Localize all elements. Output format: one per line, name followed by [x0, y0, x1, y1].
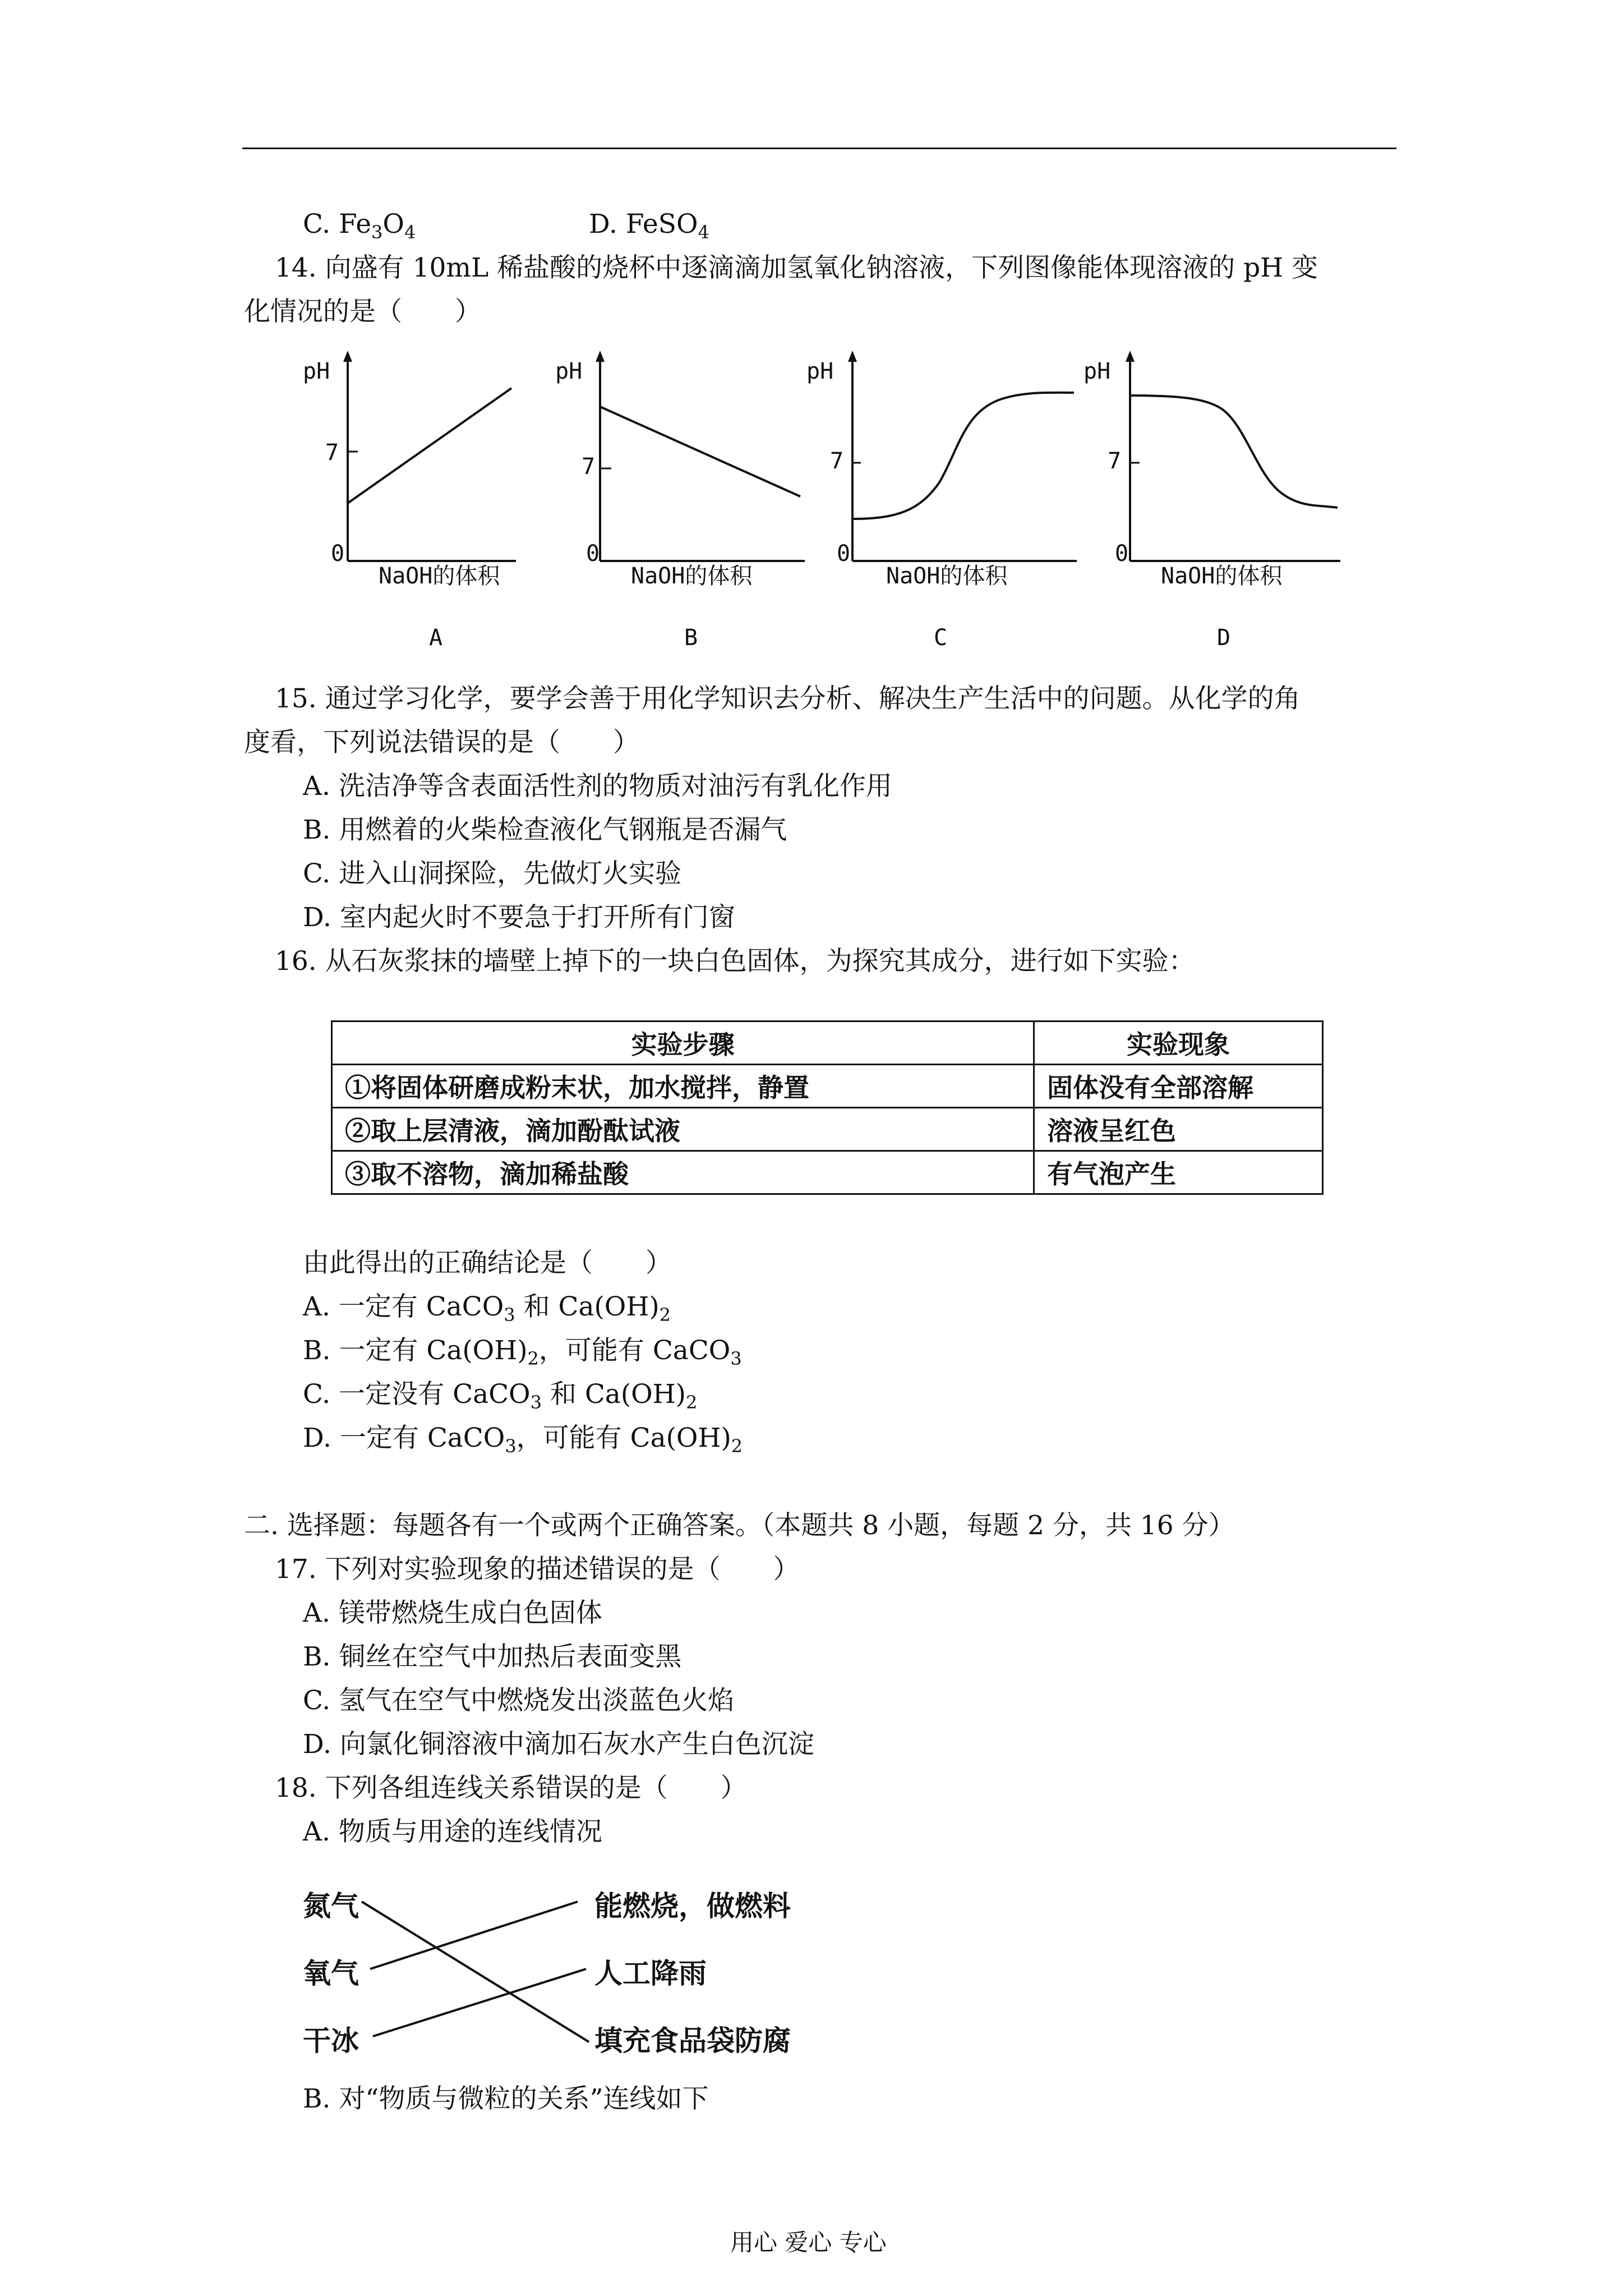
q16-option-b: B. 一定有 $Ca(OH)_2$，可能有 CaCO$_3$: [303, 1335, 742, 1369]
graph-c-ylabel: pH: [806, 358, 834, 384]
graph-b-tick: 7: [582, 454, 596, 480]
q16-option-d: D. 一定有 CaCO$_3$，可能有 $Ca(OH)_2$: [303, 1423, 743, 1457]
match-left-item: 氮气: [303, 1889, 359, 1922]
graph-b-ylabel: pH: [555, 358, 583, 384]
match-left-item: 氧气: [303, 1957, 359, 1990]
q17-stem: 17. 下列对实验现象的描述错误的是（ ）: [275, 1554, 800, 1585]
table-cell: ③取不溶物，滴加稀盐酸: [332, 1151, 1034, 1194]
q17-option-d: D. 向氯化铜溶液中滴加石灰水产生白色沉淀: [303, 1729, 814, 1760]
graph-c-tick: 7: [830, 448, 844, 474]
q16-question: 由此得出的正确结论是（ ）: [303, 1248, 672, 1278]
q16-option-a: A. 一定有 CaCO$_3$ 和 $Ca(OH)_2$: [303, 1291, 671, 1326]
table-cell: 固体没有全部溶解: [1034, 1065, 1323, 1108]
graph-d-letter: D: [1217, 625, 1231, 651]
graph-c-origin: 0: [837, 541, 851, 567]
q18-option-b: B. 对“物质与微粒的关系”连线如下: [303, 2083, 709, 2114]
q14-stem-line2: 化情况的是（ ）: [244, 296, 481, 327]
q15-option-d: D. 室内起火时不要急于打开所有门窗: [303, 902, 735, 933]
table-cell: ①将固体研磨成粉末状，加水搅拌，静置: [332, 1065, 1034, 1108]
match-line: [373, 1969, 586, 2036]
graph-b-letter: B: [684, 625, 698, 651]
graph-b-xlabel: NaOH的体积: [631, 563, 753, 589]
graph-a-letter: A: [429, 625, 443, 651]
graph-c-letter: C: [934, 625, 948, 651]
graph-c-xlabel: NaOH的体积: [886, 563, 1008, 589]
graph-a-origin: 0: [331, 541, 345, 567]
graph-d-tick: 7: [1108, 448, 1122, 474]
graph-b-origin: 0: [586, 541, 600, 567]
match-line: [362, 1902, 589, 2042]
match-left-item: 干冰: [303, 2024, 359, 2057]
graph-d-origin: 0: [1115, 541, 1129, 567]
section-2-heading: 二. 选择题：每题各有一个或两个正确答案。（本题共 8 小题，每题 2 分，共 16 分）: [244, 1510, 1235, 1541]
q16-option-c: C. 一定没有 CaCO$_3$ 和 $Ca(OH)_2$: [303, 1379, 698, 1413]
table-header-cell: 实验步骤: [332, 1022, 1034, 1065]
q18-option-a: A. 物质与用途的连线情况: [303, 1816, 602, 1847]
table-cell: 有气泡产生: [1034, 1151, 1323, 1194]
graph-a-ylabel: pH: [303, 358, 330, 384]
match-right-item: 人工降雨: [594, 1957, 707, 1990]
q15-option-c: C. 进入山洞探险，先做灯火实验: [303, 858, 682, 889]
match-right-item: 能燃烧，做燃料: [594, 1889, 791, 1922]
q13-option-c: C. $Fe_3O_4$: [303, 209, 416, 243]
match-line: [370, 1902, 578, 1969]
q16-stem: 16. 从石灰浆抹的墙壁上掉下的一块白色固体，为探究其成分，进行如下实验：: [275, 946, 1195, 977]
q15-option-a: A. 洗洁净等含表面活性剂的物质对油污有乳化作用: [303, 771, 892, 802]
graph-d-xlabel: NaOH的体积: [1161, 563, 1283, 589]
q15-option-b: B. 用燃着的火柴检查液化气钢瓶是否漏气: [303, 815, 787, 845]
graph-a-tick: 7: [325, 440, 339, 466]
q17-option-b: B. 铜丝在空气中加热后表面变黑: [303, 1641, 682, 1672]
q15-stem-line1: 15. 通过学习化学，要学会善于用化学知识去分析、解决生产生活中的问题。从化学的角: [275, 683, 1301, 714]
graph-a-xlabel: NaOH的体积: [379, 563, 500, 589]
q14-stem-line1: 14. 向盛有 10mL 稀盐酸的烧杯中逐滴滴加氢氧化钠溶液，下列图像能体现溶液的 pH 变: [275, 252, 1318, 283]
q17-option-a: A. 镁带燃烧生成白色固体: [303, 1598, 602, 1628]
graph-d-ylabel: pH: [1083, 358, 1111, 384]
page-footer: 用心 爱心 专心: [730, 2229, 887, 2256]
q13-option-d: D. FeSO$_4$: [589, 209, 709, 243]
match-right-item: 填充食品袋防腐: [594, 2024, 791, 2057]
q15-stem-line2: 度看，下列说法错误的是（ ）: [244, 727, 639, 758]
table-cell: 溶液呈红色: [1034, 1108, 1323, 1151]
table-header-cell: 实验现象: [1034, 1022, 1323, 1065]
table-cell: ②取上层清液，滴加酚酞试液: [332, 1108, 1034, 1151]
q17-option-c: C. 氢气在空气中燃烧发出淡蓝色火焰: [303, 1685, 735, 1716]
q18-stem: 18. 下列各组连线关系错误的是（ ）: [275, 1773, 747, 1803]
